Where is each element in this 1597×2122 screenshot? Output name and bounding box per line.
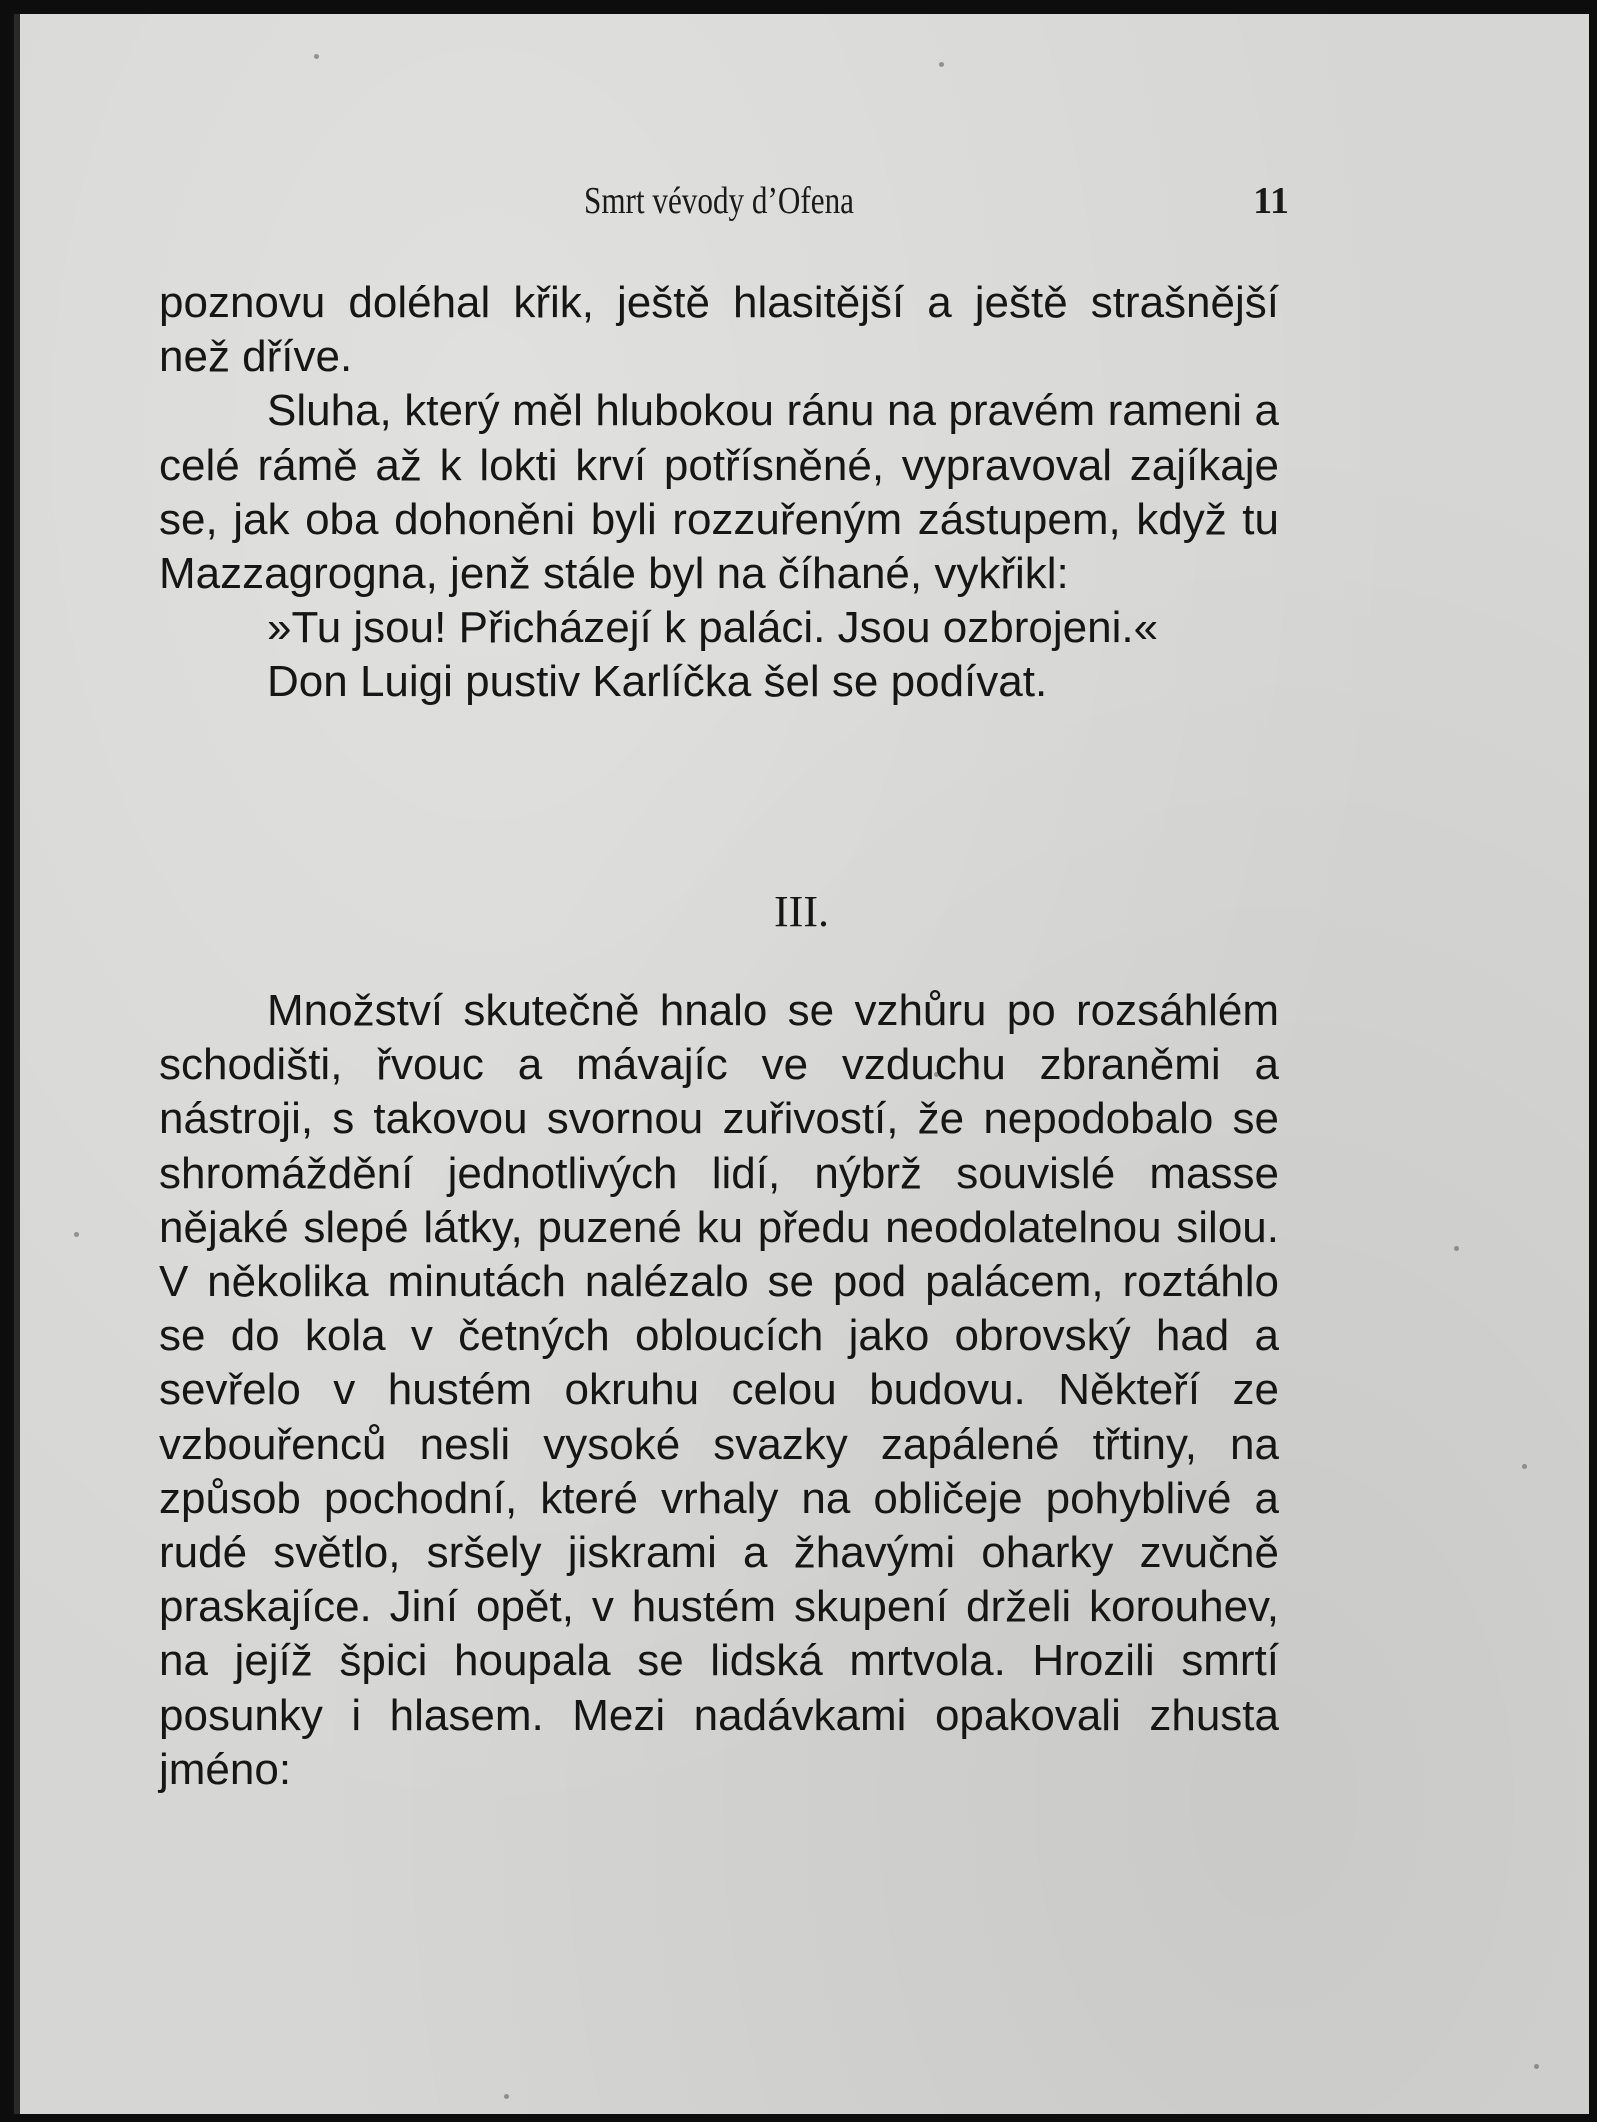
scan-speck xyxy=(1522,1464,1527,1469)
text-block-after-section xyxy=(159,984,1279,1797)
book-page xyxy=(14,14,1589,2114)
page-number: 11 xyxy=(1253,180,1289,222)
section-heading: III. xyxy=(774,887,829,936)
paragraph: Sluha, který měl hlubokou ránu na pravém rameni a celé rámě až k lokti krví potřísněné, vypravoval zajíkaje se, jak oba dohoněni byli rozzuřeným zástupem, když tu Mazzagrogna, jenž stále byl na číhané, vykřikl: xyxy=(159,386,1279,599)
quoted-speech: »Tu jsou! Přicházejí k paláci. Jsou ozbrojeni.« xyxy=(267,603,1159,653)
page-header xyxy=(149,179,1289,229)
scan-speck xyxy=(314,54,319,59)
scan-speck xyxy=(504,2094,509,2099)
running-title: Smrt vévody d’Ofena xyxy=(583,180,854,222)
scan-speck xyxy=(1454,1246,1459,1251)
scan-speck xyxy=(939,62,944,67)
scan-speck xyxy=(74,1232,79,1237)
paragraph: Don Luigi pustiv Karlíčka šel se podívat. xyxy=(267,657,1048,707)
paragraph: Množství skutečně hnalo se vzhůru po rozsáhlém schodišti, řvouc a mávajíc ve vzduchu zbraněmi a nástroji, s takovou svornou zuřivostí, že nepodobalo se shromáždění jednotlivých lidí, nýbrž souvislé masse nějaké slepé látky, puzené ku předu neodolatelnou silou. V několika minutách nalézalo se pod palácem, roztáhlo se do kola v četných obloucích jako obrovský had a sevřelo v hustém okruhu celou budovu. Někteří ze vzbouřenců nesli vysoké svazky zapálené třtiny, na způsob pochodní, které vrhaly na obličeje pohyblivé a rudé světlo, sršely jiskrami a žhavými oharky zvučně praskajíce. Jiní opět, v hustém skupení drželi korouhev, na jejíž špici houpala se lidská mrtvola. Hrozili smrtí posunky i hlasem. Mezi nadávkami opakovali zhusta jméno: xyxy=(159,986,1279,1794)
text-block-before-section xyxy=(159,276,1279,710)
scan-speck xyxy=(1534,2064,1539,2069)
page-edge-shadow xyxy=(14,14,20,2114)
paragraph: poznovu doléhal křik, ještě hlasitější a ještě strašnější než dříve. xyxy=(159,278,1279,382)
